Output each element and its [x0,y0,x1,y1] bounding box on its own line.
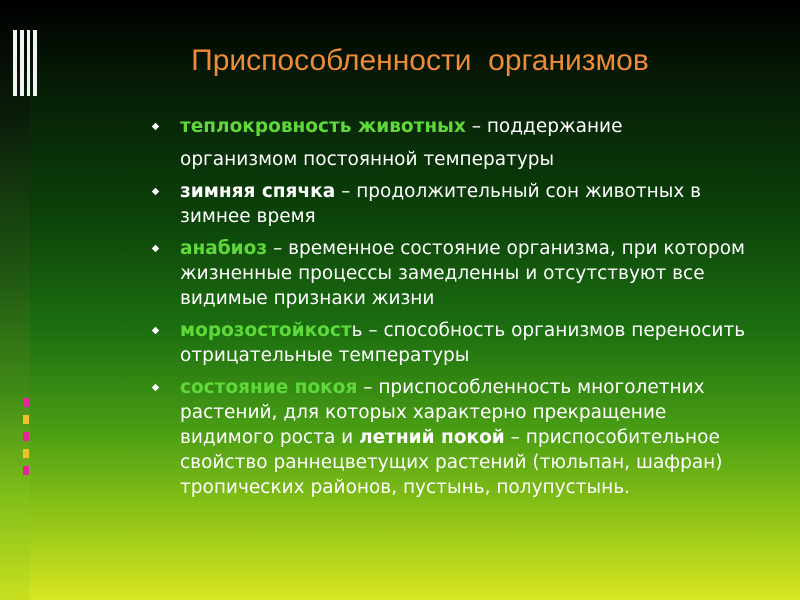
decorative-square-magenta [23,398,29,407]
term-tail: ь [351,320,363,341]
bullet-first-line [180,114,762,139]
decorative-square-magenta [23,432,29,441]
term: морозостойкост [180,320,352,341]
bullet-item-hibernation [152,179,762,229]
definition-secondary: – приспособительное свойство раннецветущих растений (тюльпан, шафран) тропических районов, пустынь, полупустынь. [180,427,723,498]
bullet-icon [152,327,159,334]
term: состояние покоя [180,377,358,398]
bullet-item-dormancy [152,375,762,500]
bullet-item-warm-bloodedness [152,114,762,172]
term-secondary: летний покой [359,427,505,448]
decorative-squares [23,398,29,483]
definition: – приспособленность многолетних растений, для которых характерно прекращение видимого роста и [180,377,705,448]
definition: – поддержание [465,116,623,137]
definition: – способность организмов переносить отрицательные температуры [180,320,746,366]
bullet-icon [152,384,159,391]
term: теплокровность животных [180,116,466,137]
definition: – продолжительный сон животных в зимнее время [180,181,702,227]
term: анабиоз [180,238,268,259]
bullet-list [152,114,762,507]
decorative-square-gold [23,449,29,458]
bullet-item-frost-resistance [152,318,762,368]
bullet-icon [152,245,159,252]
bullet-item-anabiosis [152,236,762,311]
decorative-square-magenta [23,466,29,475]
term: зимняя спячка [180,181,336,202]
definition: – временное состояние организма, при котором жизненные процессы замедленны и отсутствуют все видимые признаки жизни [180,238,745,309]
slide-title: Приспособленности организмов [191,44,649,77]
bullet-icon [152,123,159,130]
bullet-icon [152,188,159,195]
definition: организмом постоянной температуры [180,149,555,170]
decorative-square-gold [23,415,29,424]
